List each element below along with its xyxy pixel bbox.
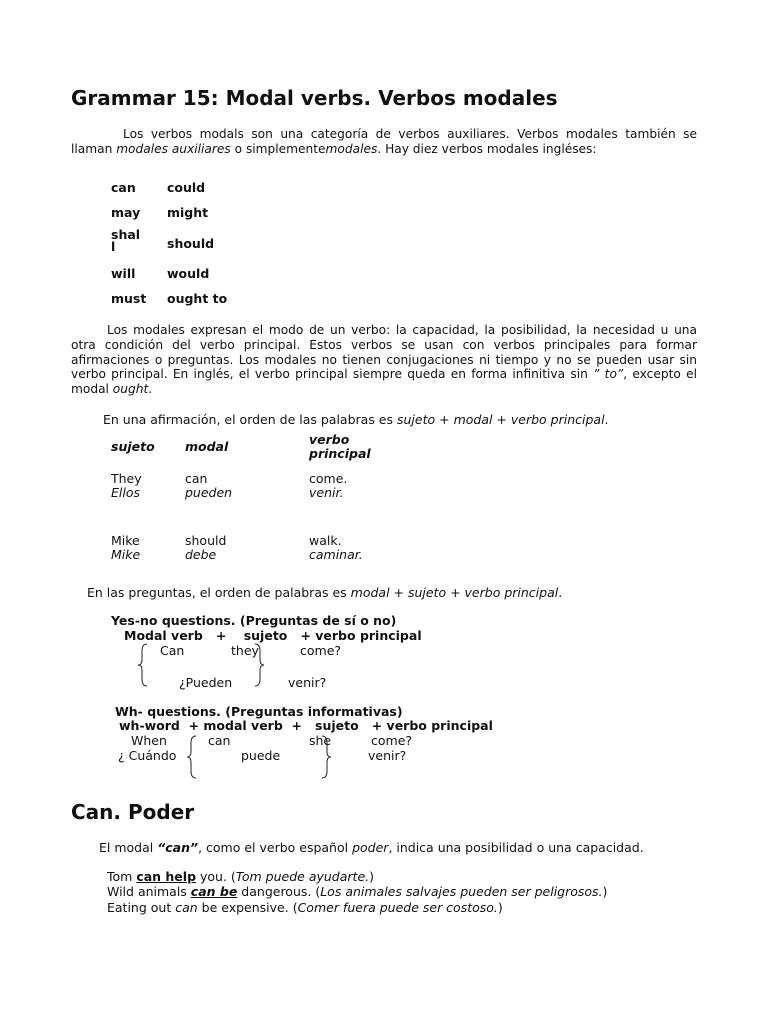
header-modal: modal [185,439,229,454]
yes-no-heading: Yes-no questions. (Preguntas de sí o no) [111,613,397,628]
example-translation: Comer fuera puede ser costoso. [297,900,498,915]
can-lead-2: , como el verbo español [198,840,353,855]
affirm-formula: sujeto + modal + verbo principal [397,412,605,427]
intro-emphasis-2: modales [325,141,378,156]
questions-formula: modal + sujeto + verbo principal [350,585,559,600]
example-sentence [107,869,374,884]
example-mid: be expensive. ( [197,900,298,915]
wh-es-word: ¿ Cuándo [118,748,177,763]
example-sentence [107,884,607,899]
example-translation: Los animales salvajes pueden ser peligrosos. [320,884,603,899]
intro-emphasis-1: modales auxiliares [116,141,231,156]
modal-past: would [167,266,210,281]
wh-en-modal: can [208,733,231,748]
row-modal: should [185,533,227,548]
can-lead-3: , indica una posibilidad o una capacidad. [388,840,644,855]
affirm-end: . [604,412,609,427]
can-poder: poder [352,840,389,855]
example-key: can help [136,869,197,884]
para2-text-1: Los modales expresan el modo de un verbo: la capacidad, la posibilidad, la necesidad u una otra condición del verbo principal. Estos verbos se usan con verbos principales para formar afirmaciones o preguntas. Los modales no tienen conjugaciones ni tiempo y no se pueden usar sin verbo principal. En inglés, el verbo principal siempre queda en forma infinitiva sin [71,323,697,382]
right-brace-icon [320,735,332,779]
modal-present: shal l [111,227,141,254]
wh-en-word: When [131,733,167,748]
example-pre: Wild animals [107,884,191,899]
can-lead-1: El modal [99,840,158,855]
wh-en-verb: come? [371,733,413,748]
affirmation-order-line [103,412,609,427]
modal-present: will [111,266,136,281]
right-brace-icon [253,643,265,687]
intro-text-2: o simplemente [230,141,326,156]
para2-text-3: . [148,382,153,397]
modals-explanation-paragraph [71,323,697,397]
section-title-can: Can. Poder [71,800,195,824]
example-translation: Tom puede ayudarte. [235,869,370,884]
example-mid: you. ( [196,869,236,884]
row-modal: can [185,471,208,486]
row-subject: Ellos [111,485,141,500]
left-brace-icon [137,643,149,687]
header-verb-2: principal [309,446,371,461]
modal-past: should [167,236,215,251]
modal-past: could [167,180,206,195]
modal-present: may [111,205,141,220]
wh-es-verb: venir? [368,748,407,763]
yes-no-es-modal: ¿Pueden [179,675,233,690]
row-verb: come. [309,471,348,486]
row-verb: walk. [309,533,342,548]
can-quoted: “can” [157,840,199,855]
example-pre: Tom [107,869,137,884]
yes-no-en-subject: they [231,643,259,658]
questions-end: . [558,585,563,600]
row-verb: venir. [309,485,344,500]
row-subject: Mike [111,533,140,548]
para2-text-2: , excepto el modal [71,367,697,397]
can-intro-line [99,840,644,855]
wh-es-modal: puede [241,748,281,763]
page-title: Grammar 15: Modal verbs. Verbos modales [71,86,558,110]
para2-emphasis-1: ” to” [593,367,624,382]
wh-en-subject: she [309,733,332,748]
yes-no-en-modal: Can [160,643,185,658]
row-subject: They [111,471,142,486]
example-key: can be [190,884,238,899]
header-subject: sujeto [111,439,155,454]
intro-paragraph [71,127,697,157]
example-end: ) [602,884,608,899]
modal-present: must [111,291,147,306]
intro-text-3: . Hay diez verbos modales ingléses: [377,141,597,156]
affirm-lead: En una afirmación, el orden de las palabras es [103,412,397,427]
row-verb: caminar. [309,547,363,562]
row-subject: Mike [111,547,141,562]
questions-order-line [87,585,562,600]
questions-lead: En las preguntas, el orden de palabras es [87,585,351,600]
yes-no-en-verb: come? [300,643,342,658]
modal-past: ought to [167,291,228,306]
example-mid: dangerous. ( [237,884,321,899]
modal-present: can [111,180,136,195]
example-sentence [107,900,503,915]
example-end: ) [497,900,503,915]
wh-formula: wh-word + modal verb + sujeto + verbo principal [119,718,493,733]
example-key: can [175,900,198,915]
left-brace-icon [186,735,198,779]
row-modal: debe [185,547,217,562]
yes-no-es-verb: venir? [288,675,327,690]
example-pre: Eating out [107,900,176,915]
modal-past: might [167,205,209,220]
wh-heading: Wh- questions. (Preguntas informativas) [115,704,403,719]
example-end: ) [369,869,375,884]
header-verb-1: verbo [309,432,350,447]
intro-text-1: Los verbos modals son una categoría de verbos auxiliares. Verbos modales también se llaman [71,127,697,156]
para2-emphasis-2: ought [112,382,149,397]
yes-no-formula: Modal verb + sujeto + verbo principal [124,628,422,643]
row-modal: pueden [185,485,233,500]
